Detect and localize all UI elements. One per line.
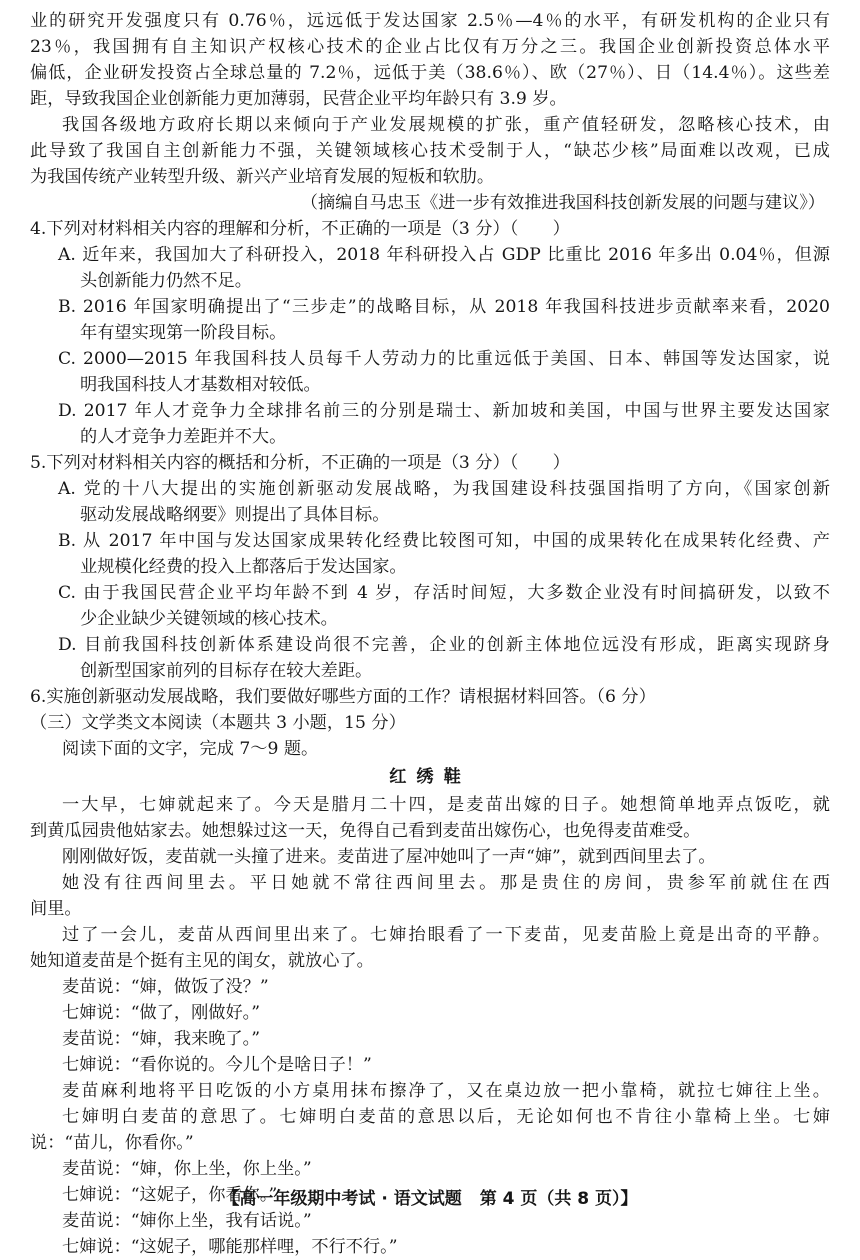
text-line: A. 近年来，我国加大了科研投入，2018 年科研投入占 GDP 比重比 2016 年多出 0.04％，但源 [58, 245, 830, 265]
text-line: 明我国科技人才基数相对较低。 [80, 375, 321, 395]
text-line: 七婶明白麦苗的意思了。七婶明白麦苗的意思以后，无论如何也不肯往小靠椅上坐。七婶 [62, 1107, 830, 1127]
text-line: 间里。 [30, 899, 82, 919]
text-line: 头创新能力仍然不足。 [80, 271, 252, 291]
text-line: （三）文学类文本阅读（本题共 3 小题，15 分） [30, 713, 406, 733]
text-line: 创新型国家前列的目标存在较大差距。 [80, 661, 373, 681]
text-line: 一大早，七婶就起来了。今天是腊月二十四，是麦苗出嫁的日子。她想简单地弄点饭吃，就 [62, 795, 830, 815]
text-line: C. 由于我国民营企业平均年龄不到 4 岁，存活时间短，大多数企业没有时间搞研发，以致不 [58, 583, 830, 603]
text-line: 麦苗说：“婶你上坐，我有话说。” [62, 1211, 312, 1231]
text-line: 23％，我国拥有自主知识产权核心技术的企业占比仅有万分之三。我国企业创新投资总体水平 [30, 37, 830, 57]
text-line: 业规模化经费的投入上都落后于发达国家。 [80, 557, 407, 577]
text-line: 刚刚做好饭，麦苗就一头撞了进来。麦苗进了屋冲她叫了一声“婶”，就到西间里去了。 [62, 847, 716, 867]
text-line: 距，导致我国企业创新能力更加薄弱，民营企业平均年龄只有 3.9 岁。 [30, 89, 567, 109]
text-line: 为我国传统产业转型升级、新兴产业培育发展的短板和软肋。 [30, 167, 495, 187]
text-line: B. 从 2017 年中国与发达国家成果转化经费比较图可知，中国的成果转化在成果转化经费、产 [58, 531, 830, 551]
text-line: 业的研究开发强度只有 0.76％，远远低于发达国家 2.5％—4％的水平，有研发机构的企业只有 [30, 11, 830, 31]
text-line: 她知道麦苗是个挺有主见的闺女，就放心了。 [30, 951, 374, 971]
footer-page-number: 第 4 页（共 8 页）】 [479, 1189, 638, 1209]
text-line: D. 2017 年人才竞争力全球排名前三的分别是瑞士、新加坡和美国，中国与世界主要发达国家 [58, 401, 830, 421]
text-line: 到黄瓜园贵他姑家去。她想躲过这一天，免得自己看到麦苗出嫁伤心，也免得麦苗难受。 [30, 821, 701, 841]
text-line: 阅读下面的文字，完成 7～9 题。 [62, 739, 319, 759]
text-line: 的人才竞争力差距并不大。 [80, 427, 287, 447]
text-line: 她没有往西间里去。平日她就不常往西间里去。那是贵住的房间，贵参军前就住在西 [62, 873, 830, 893]
story-title: 红绣鞋 [389, 767, 471, 787]
page-footer [0, 1186, 860, 1212]
text-line: 少企业缺少关键领域的核心技术。 [80, 609, 338, 629]
text-line: A. 党的十八大提出的实施创新驱动发展战略，为我国建设科技强国指明了方向，《国家创新 [58, 479, 830, 499]
footer-exam-name: 【高一年级期中考试 · 语文试题 [222, 1189, 462, 1209]
text-line: D. 目前我国科技创新体系建设尚很不完善，企业的创新主体地位远没有形成，距离实现跻身 [58, 635, 830, 655]
text-line: 七婶说：“这妮子，哪能那样哩，不行不行。” [62, 1237, 398, 1257]
text-line: 年有望实现第一阶段目标。 [80, 323, 287, 343]
text-line: 此导致了我国自主创新能力不强，关键领域核心技术受制于人，“缺芯少核”局面难以改观，已成 [30, 141, 830, 161]
text-line: 偏低，企业研发投资占全球总量的 7.2％，远低于美（38.6％）、欧（27％）、日（14.4％）。这些差 [30, 63, 830, 83]
text-line: 七婶说：“这妮子，你看你。” [62, 1185, 278, 1205]
text-line: 麦苗说：“婶，你上坐，你上坐。” [62, 1159, 312, 1179]
text-line: 麦苗麻利地将平日吃饭的小方桌用抹布擦净了，又在桌边放一把小靠椅，就拉七婶往上坐。 [62, 1081, 830, 1101]
text-line: 6.实施创新驱动发展战略，我们要做好哪些方面的工作？请根据材料回答。（6 分） [30, 687, 656, 707]
text-line: 麦苗说：“婶，做饭了没？” [62, 977, 269, 997]
text-line: （摘编自马忠玉《进一步有效推进我国科技创新发展的问题与建议》） [300, 193, 825, 213]
text-line: 4.下列对材料相关内容的理解和分析，不正确的一项是（3 分）（ ） [30, 219, 570, 239]
text-line: 过了一会儿，麦苗从西间里出来了。七婶抬眼看了一下麦苗，见麦苗脸上竟是出奇的平静。 [62, 925, 830, 945]
text-line: 麦苗说：“婶，我来晚了。” [62, 1029, 261, 1049]
text-line: 说：“苗儿，你看你。” [30, 1133, 194, 1153]
text-line: B. 2016 年国家明确提出了“三步走”的战略目标，从 2018 年我国科技进步贡献率来看，2020 [58, 297, 830, 317]
text-line: C. 2000—2015 年我国科技人员每千人劳动力的比重远低于美国、日本、韩国等发达国家，说 [58, 349, 830, 369]
text-line: 七婶说：“做了，刚做好。” [62, 1003, 261, 1023]
text-line: 驱动发展战略纲要》则提出了具体目标。 [80, 505, 390, 525]
text-line: 七婶说：“看你说的。今儿个是啥日子！” [62, 1055, 372, 1075]
text-line: 我国各级地方政府长期以来倾向于产业发展规模的扩张，重产值轻研发，忽略核心技术，由 [62, 115, 830, 135]
text-line: 5.下列对材料相关内容的概括和分析，不正确的一项是（3 分）（ ） [30, 453, 570, 473]
